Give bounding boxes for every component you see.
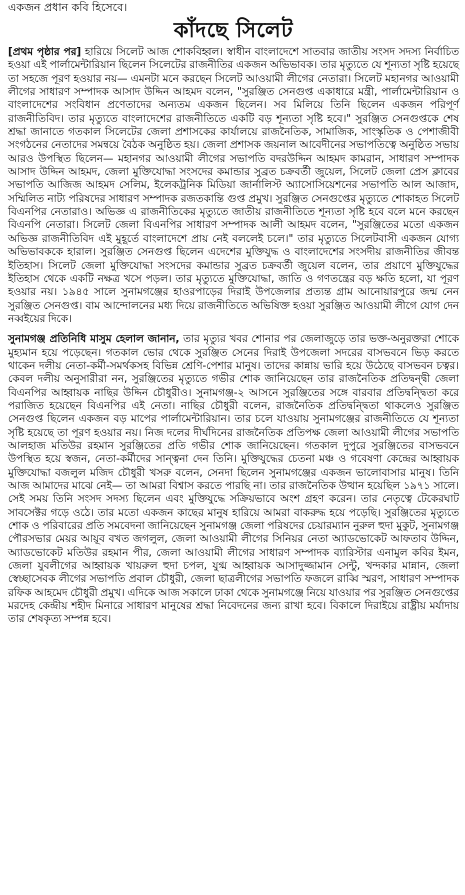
paragraph-text: হারিয়ে সিলেট আজ শোকবিহ্বল। স্বাধীন বাংলাদেশে সাতবার জাতীয় সংসদ সদস্য নির্বাচিত হওয়া এই পার্লামেন্টারিয়ান ছিলেন সিলেটের রাজনীতির একজন অভিভাবক। তার মৃত্যুতে যে শূন্যতা সৃষ্টি হয়েছে তা সহজে পূরণ হওয়ার নয়— এমনটা মনে করছেন সিলেট আওয়ামী লীগের নেতারা। সিলেট মহানগর আওয়ামী লীগের সাধারণ সম্পাদক আসাদ উদ্দিন আহমদ বলেন, "সুরঞ্জিত সেনগুপ্ত একাধারে মন্ত্রী, পার্লামেন্টারিয়ান ও বাংলাদেশের সংবিধান প্রণেতাদের অন্যতম একজন ছিলেন। সব মিলিয়ে তিনি ছিলেন একজন পরিপূর্ণ রাজনীতিবিদ। তার মৃত্যুতে বাংলাদেশের রাজনীতিতে একটি বড় শূন্যতা সৃষ্টি হবে।" সুরঞ্জিত সেনগুপ্তকে শেষ শ্রদ্ধা জানাতে গতকাল সিলেটের জেলা প্রশাসকের কার্যালয়ে রাজনৈতিক, সামাজিক, সাংস্কৃতিক ও পেশাজীবী সংগঠনের নেতাদের সমন্বয়ে বৈঠক অনুষ্ঠিত হয়। জেলা প্রশাসক জয়নাল আবেদীনের সভাপতিত্বে অনুষ্ঠিত সভায় আরও উপস্থিত ছিলেন— মহানগর আওয়ামী লীগের সভাপতি বদরউদ্দিন আহমদ কামরান, সাধারণ সম্পাদক আসাদ উদ্দিন আহমদ, জেলা মুক্তিযোদ্ধা সংসদের কমান্ডার সুব্রত চক্রবর্তী জুয়েল, সিলেট জেলা প্রেস ক্লাবের সভাপতি আজিজ আহমদ সেলিম, ইলেকট্রনিক মিডিয়া জার্নালিস্ট অ্যাসোসিয়েশনের সভাপতি আল আজাদ, সম্মিলিত নাট্য পরিষদের সাধারণ সম্পাদক রজতকান্তি গুপ্ত প্রমুখ। সুরঞ্জিত সেনগুপ্তের মৃত্যুতে শোকাহত সিলেট বিএনপির নেতারাও। অভিজ্ঞ এ রাজনীতিকের মৃত্যুতে জাতীয় রাজনীতিতে শূন্যতা সৃষ্টি হবে বলে মনে করছেন বিএনপি নেতারা। সিলেট জেলা বিএনপির সাধারণ সম্পাদক আলী আহমদ বলেন, "সুরঞ্জিতের মতো একজন অভিজ্ঞ রাজনীতিবিদ এই মুহূর্তে বাংলাদেশে প্রায় নেই বললেই চলে।" তার মৃত্যুতে সিলেটবাসী একজন যোগ্য অভিভাবককে হারাল। সুরঞ্জিত সেনগুপ্ত ছিলেন এদেশের মুক্তিযুদ্ধ ও বাংলাদেশের সংসদীয় রাজনীতির জীবন্ত ইতিহাস। সিলেট জেলা মুক্তিযোদ্ধা সংসদের কমান্ডার সুব্রত চক্রবর্তী জুয়েল বলেন, তার প্রয়াণে মুক্তিযুদ্ধের ইতিহাস থেকে একটি নক্ষত্র খসে পড়ল। তার মৃত্যুতে মুক্তিযোদ্ধা, জাতি ও গণতন্ত্রের বড় ক্ষতি হলো, যা পূরণ হওয়ার নয়। ১৯৪৫ সালে সুনামগঞ্জের হাওরপাড়ের দিরাই উপজেলার প্রত্যন্ত গ্রাম আনোয়ারপুরে জন্ম নেন সুরঞ্জিত সেনগুপ্ত। বাম আন্দোলনের মধ্য দিয়ে রাজনীতিতে অভিষিক্ত হওয়া সুরঞ্জিত আওয়ামী লীগে যোগ দেন নব্বইয়ের দিকে। [8,46,459,325]
article-body [8,46,459,627]
paragraph-text: তার মৃত্যুর খবর শোনার পর জেলাজুড়ে তার ভক্ত-অনুরক্তরা শোকে মুহ্যমান হয়ে পড়েছেন। গতকাল ভোর থেকে সুরঞ্জিত সেনের দিরাই উপজেলা সদরের বাসভবনে ভিড় করতে থাকেন দলীয় নেতা-কর্মী-সমর্থকসহ বিভিন্ন শ্রেণি-পেশার মানুষ। তাদের কান্নায় ভারি হয়ে উঠেছে বাসভবন চত্বর। কেবল দলীয় অনুসারীরা নন, সুরঞ্জিতের মৃত্যুতে গভীর শোক জানিয়েছেন তার রাজনৈতিক প্রতিদ্বন্দ্বী জেলা বিএনপির আহ্বায়ক নাছির উদ্দিন চৌধুরীও। সুনামগঞ্জ-২ আসনে সুরঞ্জিতের সঙ্গে বারবার প্রতিদ্বন্দ্বিতা করে পরাজিত হয়েছেন বিএনপির এই নেতা। নাছির চৌধুরী বলেন, রাজনৈতিক প্রতিদ্বন্দ্বিতা থাকলেও সুরঞ্জিত সেনগুপ্ত ছিলেন একজন বড় মাপের পার্লামেন্টারিয়ান। তার চলে যাওয়ায় সুনামগঞ্জের রাজনীতিতে যে শূন্যতা সৃষ্টি হয়েছে তা পূরণ হওয়ার নয়। নিজ দলের দীর্ঘদিনের রাজনৈতিক প্রতিপক্ষ জেলা আওয়ামী লীগের সভাপতি আলহাজ মতিউর রহমান সুরঞ্জিতের প্রতি গভীর শোক জানিয়েছেন। গতকাল দুপুরে সুরঞ্জিতের বাসভবনে উপস্থিত হয়ে স্বজন, নেতা-কর্মীদের সান্ত্বনা দেন তিনি। মুক্তিযুদ্ধের চেতনা মঞ্চ ও গবেষণা কেন্দ্রের আহ্বায়ক মুক্তিযোদ্ধা বজলুল মজিদ চৌধুরী খসরু বলেন, সেনদা ছিলেন সুনামগঞ্জের একজন ভালোবাসার মানুষ। তিনি আজ আমাদের মাঝে নেই— তা আমরা বিশ্বাস করতে পারছি না। তার রাজনৈতিক উত্থান হয়েছিল ১৯৭১ সালে। সেই সময় তিনি সংসদ সদস্য ছিলেন এবং মুক্তিযুদ্ধে সক্রিয়ভাবে অংশ গ্রহণ করেন। তার নেতৃত্বে টেকেরঘাট সাবসেক্টর গড়ে ওঠে। তার মতো একজন কাছের মানুষ হারিয়ে আমরা বাকরুদ্ধ হয়ে পড়েছি। সুরঞ্জিতের মৃত্যুতে শোক ও পরিবারের প্রতি সমবেদনা জানিয়েছেন সুনামগঞ্জ জেলা পরিষদের চেয়ারম্যান নুরুল হুদা মুকুট, সুনামগঞ্জ পৌরসভার মেয়র আয়ূব বখত জগলুল, জেলা আওয়ামী লীগের সিনিয়র নেতা অ্যাডভোকেট আফতাব উদ্দিন, অ্যাডভোকেট মতিউর রহমান পীর, জেলা আওয়ামী লীগের সাধারণ সম্পাদক ব্যারিস্টার এনামুল কবির ইমন, জেলা যুবলীগের আহ্বায়ক খায়রুল হুদা চপল, যুগ্ম আহ্বায়ক আসাদুজ্জামান সেন্টু, খন্দকার মান্নান, জেলা স্বেচ্ছাসেবক লীগের সভাপতি প্রবাল চৌধুরী, জেলা ছাত্রলীগের সভাপতি ফজলে রাব্বি স্মরণ, সাধারণ সম্পাদক রফিক আহমেদ চৌধুরী প্রমুখ। এদিকে আজ সকালে ঢাকা থেকে সুনামগঞ্জে নিয়ে যাওয়ার পর সুরঞ্জিত সেনগুপ্তের মরদেহ কেন্দ্রীয় শহীদ মিনারে সাধারণ মানুষের শ্রদ্ধা নিবেদনের জন্য রাখা হবে। বিকালে দিরাইয়ে রাষ্ট্রীয় মর্যাদায় তার শেষকৃত্য সম্পন্ন হবে। [8,333,459,626]
previous-article-tail: একজন প্রধান কবি হিসেবে। [8,1,128,14]
paragraph-lead: [প্রথম পৃষ্ঠার পর] [8,46,82,58]
article-paragraph-2 [8,333,459,627]
article-headline: কাঁদছে সিলেট [173,18,294,42]
article-paragraph-1 [8,46,459,326]
paragraph-lead: সুনামগঞ্জ প্রতিনিধি মাসুম হেলাল জানান, [8,333,180,346]
news-page [0,1,465,895]
